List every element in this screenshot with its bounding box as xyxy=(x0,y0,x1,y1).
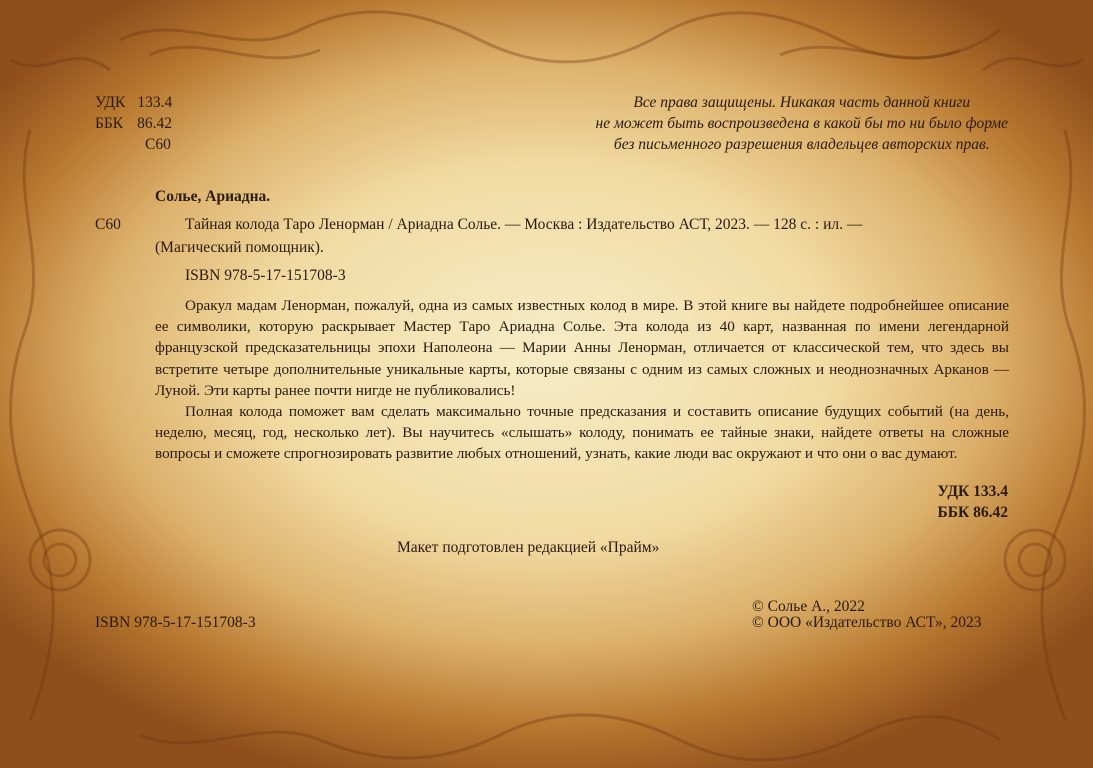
rights-notice xyxy=(596,92,1008,155)
rights-line: без письменного разрешения владельцев авторских прав. xyxy=(613,136,990,153)
classification-codes xyxy=(95,92,172,155)
annotation-paragraph: Оракул мадам Ленорман, пожалуй, одна из самых известных колод в мире. В этой книге вы найдете подробнейшее описание ее символики, которую раскрывает Мастер Таро Ариадна Солье. Эта колода из 40 карт, названная по имени легендарной французской предсказательницы эпохи Наполеона — Марии Анны Ленорман, отличается от классической тем, что здесь вы встретите четыре дополнительные уникальные карты, которые связаны с одним из самых сложных и неоднозначных Арканов — Луной. Эти карты ранее почти нигде не публиковались! xyxy=(155,297,1009,399)
author-heading: Солье, Ариадна. xyxy=(155,188,271,205)
bbk-label: ББК xyxy=(95,115,124,132)
bbk-bold: ББК 86.42 xyxy=(937,504,1008,521)
catalog-isbn: ISBN 978-5-17-151708-3 xyxy=(185,267,346,284)
author-mark: С60 xyxy=(145,136,171,153)
catalog-mark: С60 xyxy=(95,216,121,233)
isbn-bottom: ISBN 978-5-17-151708-3 xyxy=(95,614,256,631)
layout-credit: Макет подготовлен редакцией «Прайм» xyxy=(397,539,660,556)
copyright-line: © Солье А., 2022 xyxy=(752,598,865,615)
udk-bold: УДК 133.4 xyxy=(937,483,1008,500)
udk-label: УДК xyxy=(95,94,126,111)
rights-line: Все права защищены. Никакая часть данной книги xyxy=(633,94,971,111)
catalog-title-line: Тайная колода Таро Ленорман / Ариадна Солье. — Москва : Издательство АСТ, 2023. — 128 с. : ил. — xyxy=(185,216,863,233)
rights-line: не может быть воспроизведена в какой бы то ни было форме xyxy=(595,115,1008,132)
catalog-series-line: (Магический помощник). xyxy=(155,239,324,256)
bbk-value: 86.42 xyxy=(137,115,173,132)
copyright-line: © ООО «Издательство АСТ», 2023 xyxy=(752,614,982,631)
annotation-paragraph: Полная колода поможет вам сделать максимально точные предсказания и составить описание будущих событий (на день, неделю, месяц, год, несколько лет). Вы научитесь «слышать» колоду, понимать ее тайные знаки, найдете ответы на сложные вопросы и сможете спрогнозировать развитие любых отношений, узнать, какие люди вас окружают и что они о вас думают. xyxy=(155,403,1009,463)
udk-value: 133.4 xyxy=(137,94,173,111)
